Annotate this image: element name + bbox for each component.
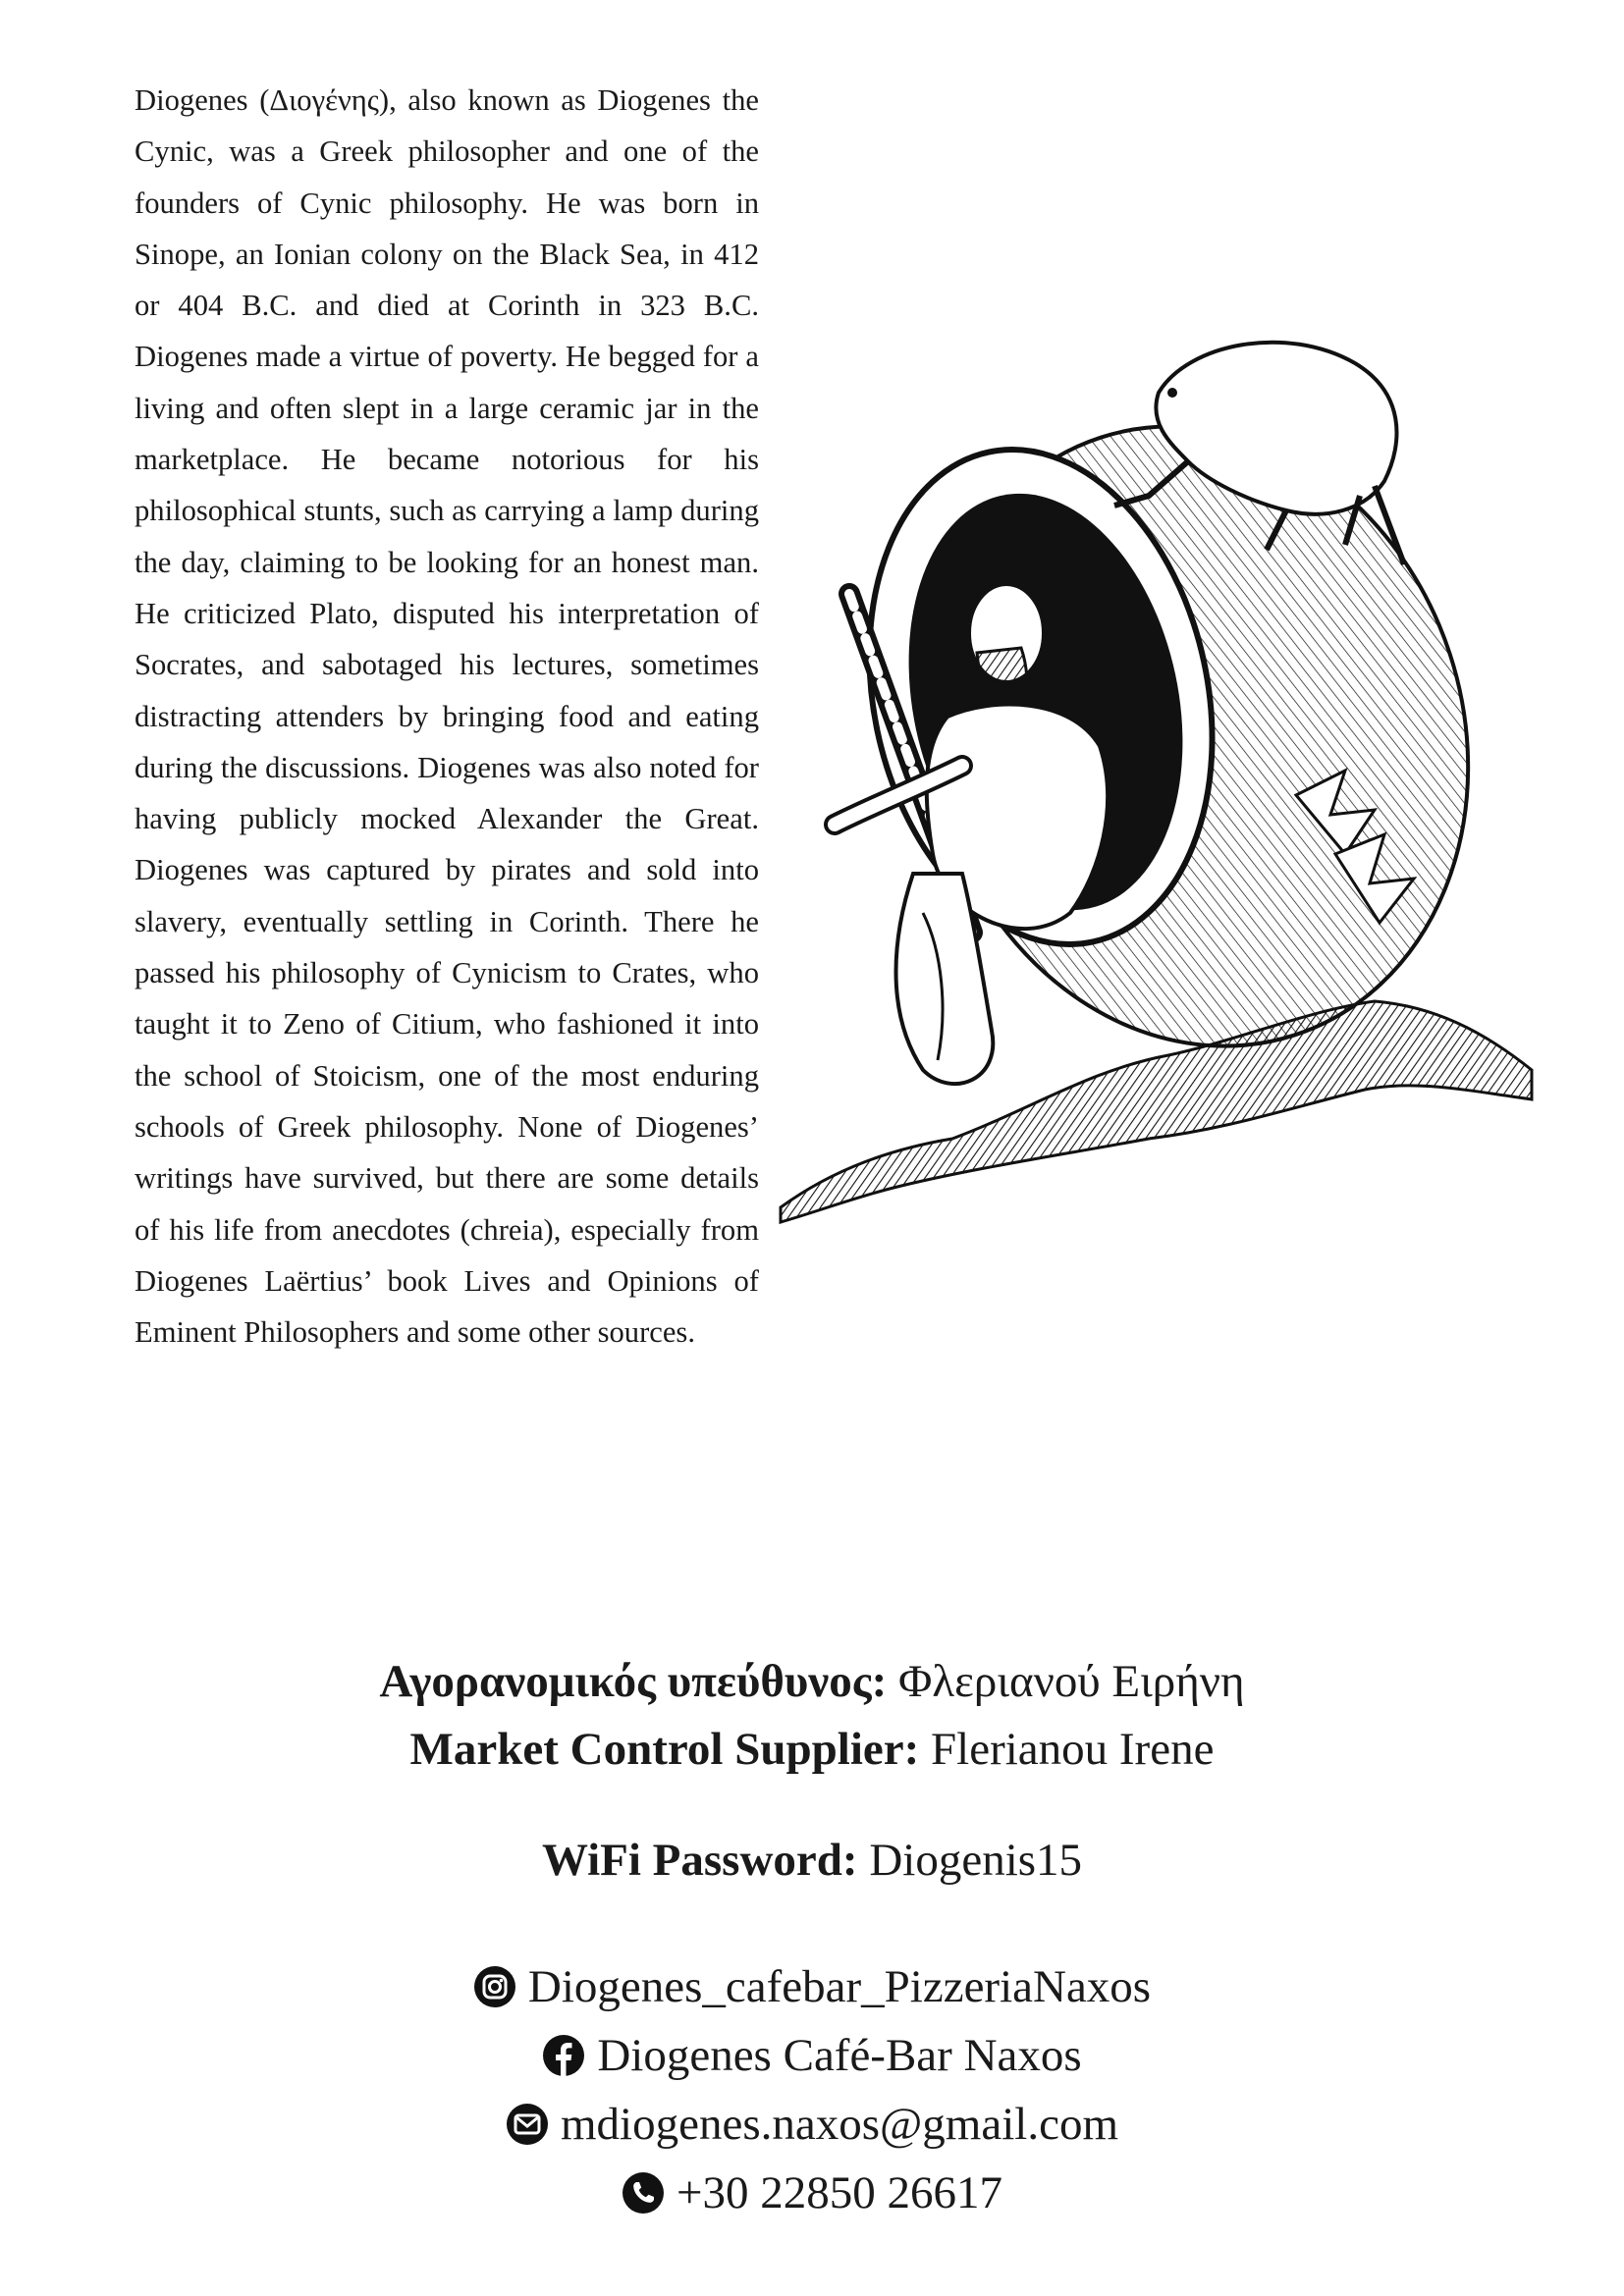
wifi-password-value: Diogenis15 <box>869 1835 1083 1886</box>
wifi-label: WiFi Password: <box>541 1835 858 1886</box>
diogenes-in-jar-illustration <box>776 324 1542 1227</box>
biography-text-block <box>135 75 759 1358</box>
market-control-greek-line <box>0 1652 1624 1711</box>
email-contact[interactable] <box>506 2095 1118 2154</box>
wifi-line <box>0 1831 1624 1890</box>
phone-icon <box>622 2171 665 2215</box>
phone-contact[interactable] <box>622 2163 1002 2222</box>
facebook-icon <box>542 2034 585 2077</box>
instagram-line <box>0 1957 1624 2023</box>
market-control-english-value: Flerianou Irene <box>931 1724 1215 1775</box>
market-control-greek-value: Φλεριανού Ειρήνη <box>898 1656 1245 1707</box>
phone-line <box>0 2163 1624 2229</box>
market-control-greek-label: Αγορανομικός υπεύθυνος: <box>379 1656 888 1707</box>
facebook-contact[interactable] <box>542 2026 1081 2085</box>
email-icon <box>506 2103 549 2146</box>
facebook-line <box>0 2026 1624 2092</box>
market-control-english-line <box>0 1720 1624 1779</box>
biography-paragraph: Diogenes (Διογένης), also known as Diogenes the Cynic, was a Greek philosopher and one of the founders of Cynic philosophy. He was born in Sinope, an Ionian colony on the Black Sea, in 412 or 404 B.C. and died at Corinth in 323 B.C. Diogenes made a virtue of poverty. He begged for a living and often slept in a large ceramic jar in the marketplace. He became notorious for his philosophical stunts, such as carrying a lamp during the day, claiming to be looking for an honest man. He criticized Plato, disputed his interpretation of Socrates, and sabotaged his lectures, sometimes distracting attenders by bringing food and eating during the discussions. Diogenes was also noted for having publicly mocked Alexander the Great. Diogenes was captured by pirates and sold into slavery, eventually settling in Corinth. There he passed his philosophy of Cynicism to Crates, who taught it to Zeno of Citium, who fashioned it into the school of Stoicism, one of the most enduring schools of Greek philosophy. None of Diogenes’ writings have survived, but there are some details of his life from anecdotes (chreia), especially from Diogenes Laërtius’ book Lives and Opinions of Eminent Philosophers and some other sources. <box>135 83 759 1350</box>
email-address: mdiogenes.naxos@gmail.com <box>560 2099 1119 2150</box>
instagram-handle: Diogenes_cafebar_PizzeriaNaxos <box>527 1961 1152 2012</box>
facebook-page-name: Diogenes Café-Bar Naxos <box>597 2030 1082 2081</box>
instagram-contact[interactable] <box>473 1957 1151 2016</box>
instagram-icon <box>473 1965 516 2008</box>
market-control-english-label: Market Control Supplier: <box>409 1724 920 1775</box>
phone-number: +30 22850 26617 <box>676 2167 1002 2218</box>
email-line <box>0 2095 1624 2161</box>
